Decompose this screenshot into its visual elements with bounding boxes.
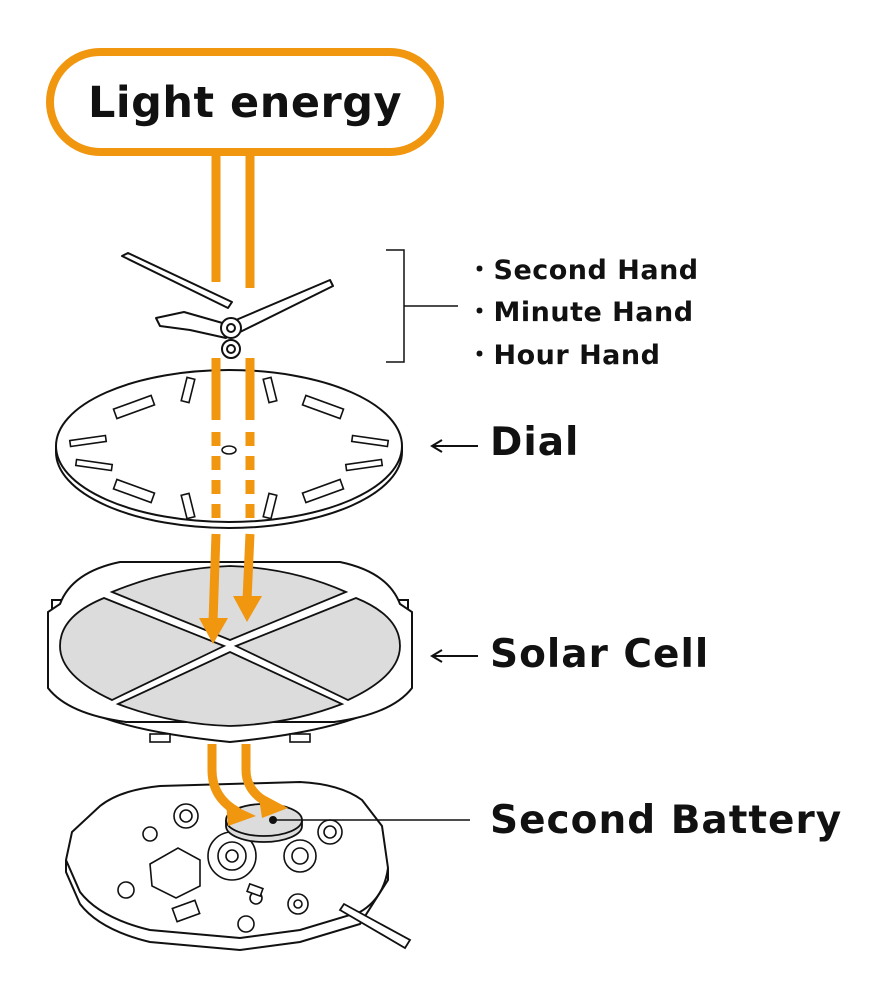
second-hand-label: ・Second Hand	[466, 255, 699, 286]
solar-cell	[48, 562, 412, 742]
dial-label: Dial	[490, 420, 580, 465]
hour-hand-label: ・Hour Hand	[466, 340, 661, 371]
hands-bracket	[386, 250, 458, 362]
light-energy-label: Light energy	[88, 78, 403, 128]
solar-cell-label: Solar Cell	[490, 632, 710, 677]
light-beams	[216, 156, 250, 288]
watch-hands	[122, 253, 333, 358]
dial	[56, 370, 402, 528]
second-battery-label: Second Battery	[490, 798, 843, 843]
minute-hand-label: ・Minute Hand	[466, 297, 694, 328]
hour-hand	[156, 312, 226, 338]
